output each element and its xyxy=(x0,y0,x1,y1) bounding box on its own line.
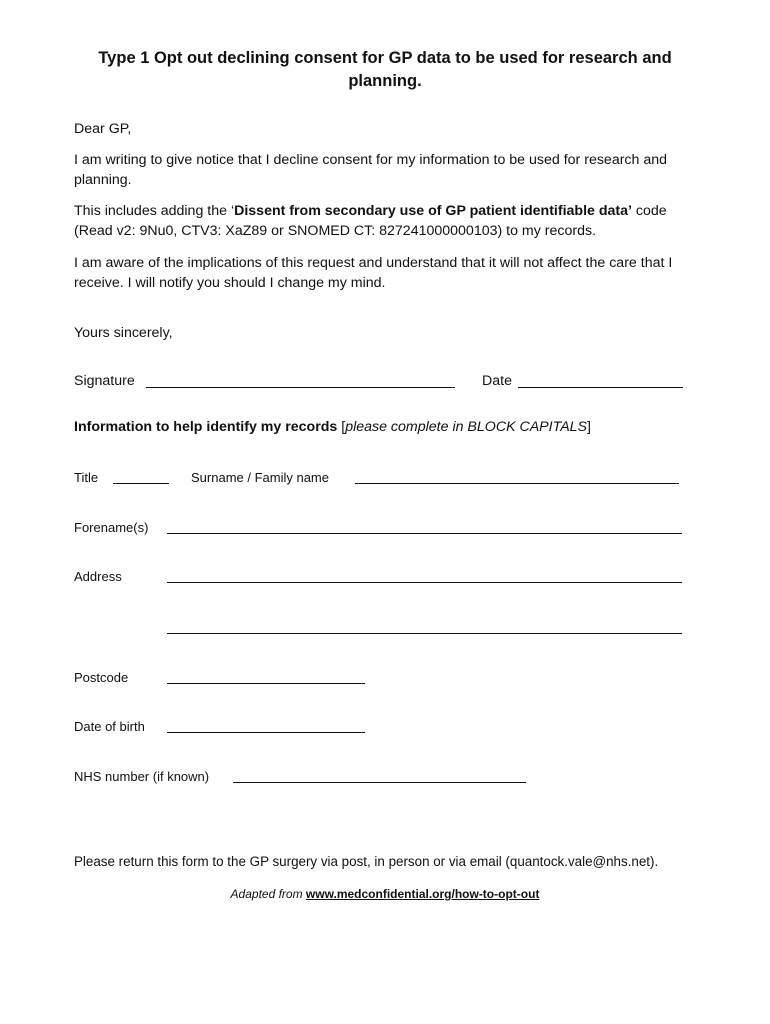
dob-label: Date of birth xyxy=(74,719,145,734)
paragraph-implications: I am aware of the implications of this request and understand that it will not affect the care that I receive. I will notify you should I change my mind. xyxy=(74,255,673,291)
postcode-field[interactable] xyxy=(167,683,365,684)
info-heading-close: ] xyxy=(587,419,591,435)
dissent-prefix: This includes adding the ‘ xyxy=(74,203,235,219)
adapted-prefix: Adapted from xyxy=(230,887,306,901)
date-label: Date xyxy=(482,373,512,389)
medconfidential-link[interactable]: www.medconfidential.org/how-to-opt-out xyxy=(305,887,540,901)
paragraph-decline-consent: I am writing to give notice that I decline consent for my information to be used for research and planning. xyxy=(74,152,668,188)
forenames-label: Forename(s) xyxy=(74,520,149,535)
signature-field[interactable] xyxy=(146,387,455,388)
date-field[interactable] xyxy=(518,387,683,388)
nhs-number-field[interactable] xyxy=(233,782,526,783)
paragraph-dissent-code xyxy=(74,202,704,241)
dissent-code-name: Dissent from secondary use of GP patient identifiable data’ xyxy=(234,203,632,219)
forenames-field[interactable] xyxy=(167,533,682,534)
adapted-from-note xyxy=(0,886,770,902)
info-heading-open: [ xyxy=(337,419,346,435)
signature-label: Signature xyxy=(74,373,135,389)
title-label: Title xyxy=(74,470,99,485)
address-label: Address xyxy=(74,569,122,584)
surname-label: Surname / Family name xyxy=(191,470,329,485)
document-title: Type 1 Opt out declining consent for GP data to be used for research and planning. xyxy=(98,49,672,90)
info-heading-instruction: please complete in BLOCK CAPITALS xyxy=(345,419,588,435)
address-field-line-1[interactable] xyxy=(167,582,682,583)
address-field-line-2[interactable] xyxy=(167,633,682,634)
dob-field[interactable] xyxy=(167,732,365,733)
postcode-label: Postcode xyxy=(74,670,129,685)
signature-row xyxy=(74,372,135,391)
closing: Yours sincerely, xyxy=(74,325,173,341)
greeting: Dear GP, xyxy=(74,121,132,137)
info-heading xyxy=(74,418,591,437)
title-field[interactable] xyxy=(113,483,169,484)
surname-field[interactable] xyxy=(355,483,679,484)
nhs-number-label: NHS number (if known) xyxy=(74,769,210,784)
info-heading-bold: Information to help identify my records xyxy=(74,419,338,435)
return-instructions: Please return this form to the GP surgery via post, in person or via email (quantock.vale@nhs.net). xyxy=(74,854,659,869)
dissent-suffix: code (Read v2: 9Nu0, CTV3: XaZ89 or SNOMED CT: 827241000000103) to my records. xyxy=(74,203,667,239)
